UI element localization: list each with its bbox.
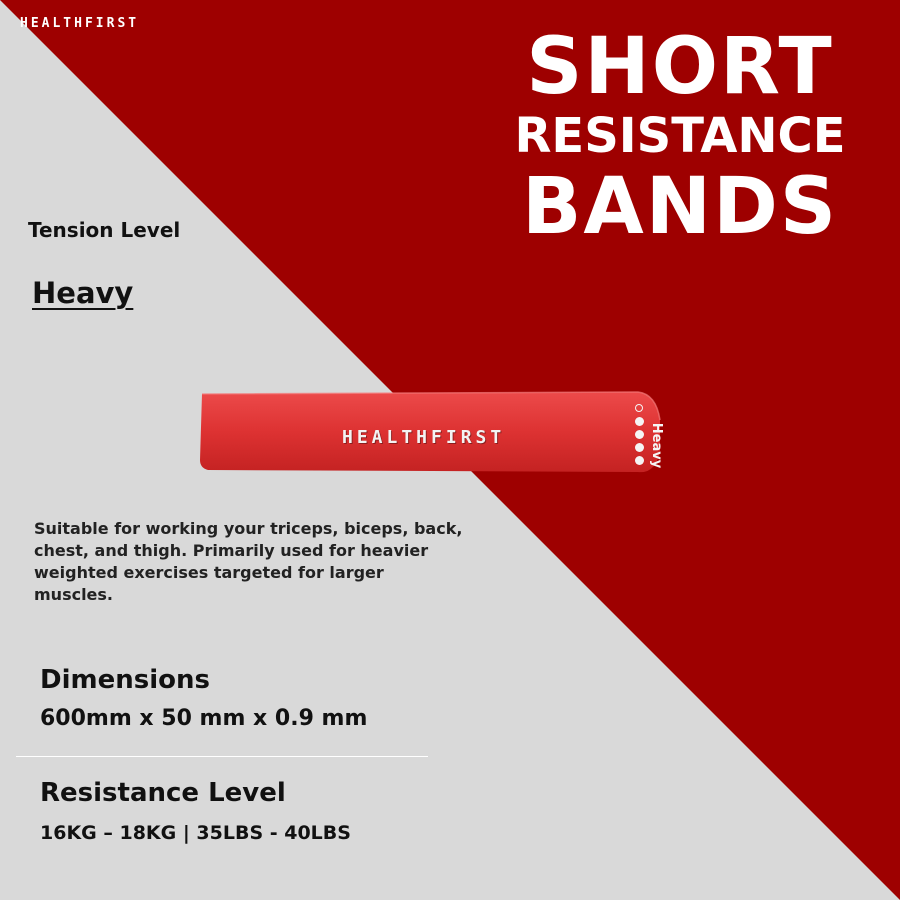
- divider: [16, 756, 428, 757]
- title-line-2: RESISTANCE: [514, 108, 846, 164]
- level-dot-filled: [635, 443, 644, 452]
- band-level-dots: [634, 404, 648, 470]
- band-logo-text: HEALTHFIRST: [342, 427, 506, 448]
- level-dot-filled: [635, 417, 644, 426]
- title-line-1: SHORT: [526, 22, 834, 112]
- title-line-3: BANDS: [521, 162, 839, 252]
- resistance-value: 16KG – 18KG | 35LBS - 40LBS: [40, 822, 351, 844]
- dimensions-heading: Dimensions: [40, 665, 210, 695]
- tension-level-label: Tension Level: [28, 218, 181, 242]
- level-dot-filled: [635, 456, 644, 465]
- page-title: [490, 22, 870, 252]
- resistance-heading: Resistance Level: [40, 778, 286, 808]
- description-text: Suitable for working your triceps, biceps, back, chest, and thigh. Primarily used for heavier weighted exercises targeted for larger muscles.: [34, 519, 463, 604]
- band-level-text: Heavy: [649, 422, 665, 469]
- level-dot-empty: [635, 404, 643, 412]
- level-dot-filled: [635, 430, 644, 439]
- tension-level-value: Heavy: [32, 276, 134, 310]
- dimensions-value: 600mm x 50 mm x 0.9 mm: [40, 706, 368, 731]
- brand-logo: HEALTHFIRST: [20, 16, 140, 31]
